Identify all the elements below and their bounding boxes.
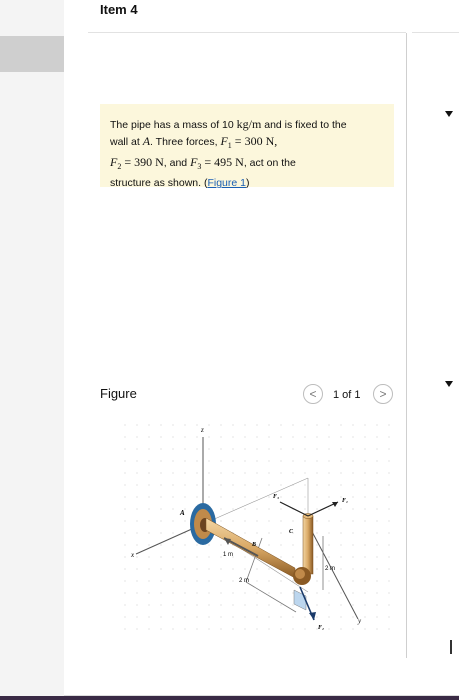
item-title: Item 4 xyxy=(100,2,138,17)
point-b-label: B xyxy=(252,542,257,548)
left-gutter xyxy=(0,0,64,700)
pipe-diagram xyxy=(100,412,400,647)
figure-page-indicator: 1 of 1 xyxy=(333,389,361,401)
force-f2-label: F₂ xyxy=(318,625,325,631)
figure-heading: Figure xyxy=(100,386,137,401)
collapse-caret-icon[interactable] xyxy=(445,111,453,117)
scroll-indicator xyxy=(450,640,452,654)
prev-figure-button[interactable]: < xyxy=(303,384,323,404)
dimension-label: 1 m xyxy=(223,552,234,558)
divider xyxy=(88,32,406,33)
point-c-label: C xyxy=(289,529,294,535)
collapse-caret-icon[interactable] xyxy=(445,381,453,387)
point-a-label: A xyxy=(180,509,185,517)
bottom-bar xyxy=(0,696,459,700)
dimension-label: 2 m xyxy=(239,578,250,584)
divider xyxy=(412,32,459,33)
figure-link[interactable]: Figure 1 xyxy=(207,177,246,190)
pipe-figure xyxy=(100,412,400,647)
axis-y-label: y xyxy=(358,617,362,625)
next-figure-button[interactable]: > xyxy=(373,384,393,404)
force-f3-label: F₃ xyxy=(273,494,280,500)
axis-x-label: x xyxy=(131,551,135,559)
panel-divider xyxy=(406,33,407,658)
force-f1-label: F₁ xyxy=(342,498,349,504)
left-nav-tab[interactable] xyxy=(0,36,64,72)
problem-statement: The pipe has a mass of 10 kg/m and is fixed to the wall at A. Three forces, $F_1 = 300$ N, $F_2 = 390$ N, and $F_3 = 495$ N, act on the structure as shown. (Figure 1) xyxy=(100,104,394,187)
dimension-label: 2 m xyxy=(325,566,336,572)
axis-z-label: z xyxy=(201,426,204,434)
